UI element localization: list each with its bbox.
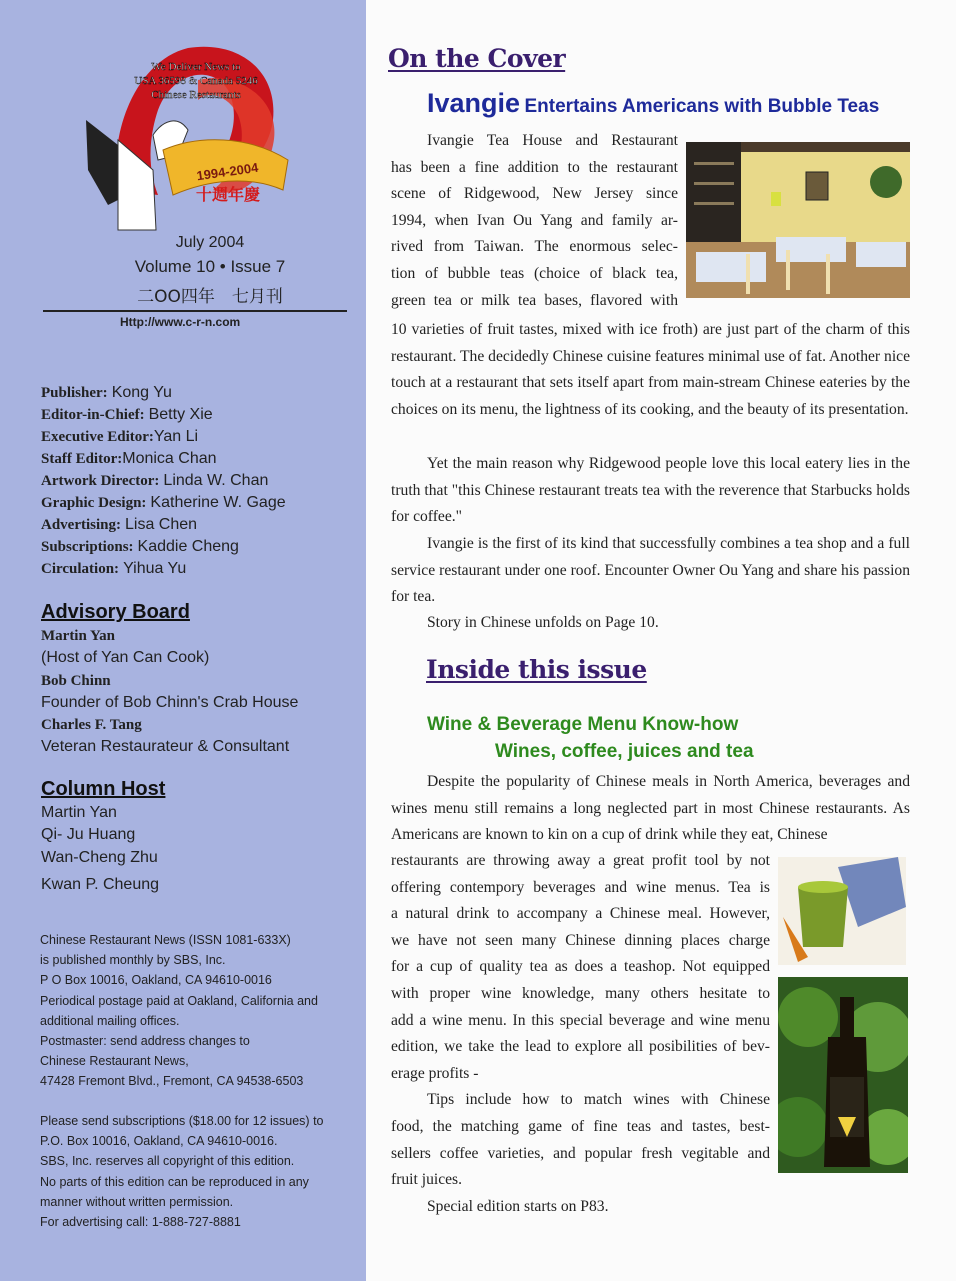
text-line: Ivangie Tea House and Restaurant	[427, 132, 678, 149]
info-line: additional mailing offices.	[40, 1013, 180, 1028]
text-line: for a cup of quality tea as does a teashop. Not equipped	[391, 958, 770, 976]
text-line: restaurants are throwing away a great profit tool by not	[391, 852, 770, 869]
staff-role: Editor-in-Chief:	[41, 407, 145, 423]
advisor-name: Bob Chinn	[41, 672, 111, 689]
staff-role: Graphic Design:	[41, 495, 147, 511]
inside-subheading-2: Wines, coffee, juices and tea	[495, 741, 754, 762]
advisor-name: Charles F. Tang	[41, 717, 142, 734]
info-line: P.O. Box 10016, Oakland, CA 94610-0016.	[40, 1134, 278, 1149]
text-line: Tips include how to match wines with Chinese	[427, 1091, 770, 1109]
advisor-name: Martin Yan	[41, 628, 116, 644]
masthead-sidebar	[0, 0, 366, 1281]
staff-row	[41, 448, 286, 470]
info-line: Periodical postage paid at Oakland, California and	[40, 993, 318, 1008]
text-line: a natural drink to accompany a Chinese meal. However,	[391, 905, 770, 923]
publication-info	[40, 930, 318, 1092]
text-line: offering contempory beverages and wine menus. Tea is	[391, 878, 770, 896]
text-line: sellers coffee varieties, and popular fresh vegitable and	[391, 1144, 770, 1162]
staff-role: Advertising:	[41, 517, 121, 533]
cover-paragraph-4: Story in Chinese unfolds on Page 10.	[427, 614, 659, 631]
staff-name: Monica Chan	[122, 450, 217, 467]
text-line: scene of Ridgewood, New Jersey since	[391, 185, 678, 203]
staff-row	[41, 404, 286, 426]
column-host-list	[41, 802, 159, 896]
info-line: No parts of this edition can be reproduced in any	[40, 1174, 309, 1189]
info-line: is published monthly by SBS, Inc.	[40, 953, 226, 968]
tea-cup-photo	[778, 857, 906, 965]
column-host-heading: Column Host	[41, 778, 166, 800]
host-name: Martin Yan	[41, 804, 117, 821]
staff-role: Publisher:	[41, 385, 108, 401]
advisory-board-list	[41, 625, 298, 759]
advisory-board-heading: Advisory Board	[41, 601, 190, 623]
staff-row	[41, 558, 286, 580]
host-name: Kwan P. Cheung	[41, 875, 160, 893]
staff-name: Betty Xie	[148, 406, 213, 423]
inside-paragraph-1-wide: Despite the popularity of Chinese meals in North America, beverages and wines menu still remains a long neglected part in most Chinese restaurants. As Americans are known to kin on a cup of drink while they eat, Chinese	[391, 773, 910, 844]
staff-role: Artwork Director:	[41, 473, 160, 489]
text-line: green tea or milk tea bases, flavored with	[391, 291, 678, 309]
staff-name: Lisa Chen	[125, 516, 198, 533]
cover-paragraph-1-wide: 10 varieties of fruit tastes, mixed with ice froth) are just part of the charm of this restaurant. The decidedly Chinese cuisine features minimal use of fat. Another nice touch at a restaurant that sets itself apart from main-stream Chinese eateries by the choices on its menu, the lightness of its cooking, and the beauty of its presentation.	[391, 321, 910, 418]
text-line: 1994, when Ivan Ou Yang and family ar-	[391, 211, 678, 229]
advisor-desc: Veteran Restaurateur & Consultant	[41, 738, 290, 756]
staff-row	[41, 470, 286, 492]
info-line: Please send subscriptions ($18.00 for 12 issues) to	[40, 1114, 324, 1128]
host-name: Wan-Cheng Zhu	[41, 848, 158, 866]
staff-row	[41, 536, 286, 558]
logo-delivery-line-1: We Deliver News to	[151, 61, 241, 73]
info-line: SBS, Inc. reserves all copyright of this edition.	[40, 1154, 295, 1169]
host-name: Qi- Ju Huang	[41, 826, 136, 844]
text-line: Special edition starts on P83.	[427, 1197, 609, 1215]
issue-volume: Volume 10 • Issue 7	[134, 257, 286, 276]
text-line: erage profits -	[391, 1064, 479, 1082]
advisor-desc: (Host of Yan Can Cook)	[41, 649, 210, 667]
info-line: For advertising call: 1-888-727-8881	[40, 1215, 241, 1230]
staff-role: Staff Editor:	[41, 451, 123, 467]
staff-name: Yihua Yu	[123, 560, 187, 577]
staff-name: Linda W. Chan	[163, 472, 269, 489]
info-line: Chinese Restaurant News,	[40, 1054, 189, 1069]
cover-paragraph-1-narrow	[391, 128, 678, 314]
staff-role: Subscriptions:	[41, 539, 134, 555]
staff-name: Yan Li	[153, 428, 199, 445]
inside-paragraph-1-narrow	[391, 848, 770, 1220]
text-line: we have not seen many Chinese dinning places charge	[391, 931, 770, 949]
staff-role: Circulation:	[41, 561, 120, 577]
logo-delivery-line-3: Chinese Restaurants	[151, 89, 241, 101]
cover-story-title	[427, 88, 879, 119]
title-rest: Entertains Americans with Bubble Teas	[524, 96, 880, 117]
restaurant-interior-photo	[686, 142, 910, 298]
info-line: Chinese Restaurant News (ISSN 1081-633X)	[40, 933, 291, 947]
staff-role: Executive Editor:	[41, 429, 154, 445]
issue-date: July 2004	[175, 234, 245, 251]
staff-row	[41, 514, 286, 536]
text-line: fruit juices.	[391, 1171, 463, 1189]
staff-row	[41, 426, 286, 448]
staff-row	[41, 382, 286, 404]
info-line: Postmaster: send address changes to	[40, 1034, 250, 1049]
subscription-info	[40, 1111, 324, 1232]
info-line: manner without written permission.	[40, 1194, 234, 1209]
text-line: food, the matching game of fine teas and tastes, best-	[391, 1117, 770, 1135]
staff-name: Kong Yu	[111, 384, 172, 401]
inside-subheading-1: Wine & Beverage Menu Know-how	[427, 714, 739, 735]
divider	[43, 310, 347, 312]
logo-anniversary: 十週年慶	[195, 185, 261, 204]
wine-bottle-photo	[778, 977, 908, 1173]
anniversary-logo	[78, 40, 298, 240]
staff-name: Kaddie Cheng	[137, 538, 239, 555]
staff-name: Katherine W. Gage	[150, 494, 286, 511]
info-line: P O Box 10016, Oakland, CA 94610-0016	[40, 973, 272, 988]
logo-years: 1994-2004	[195, 159, 260, 184]
text-line: has been a fine addition to the restaurant	[391, 158, 678, 176]
inside-this-issue-heading: Inside this issue	[426, 655, 647, 684]
text-line: with proper wine knowledge, many others hesitate to	[391, 984, 770, 1002]
text-line: rived from Taiwan. The enormous selec-	[391, 238, 678, 256]
text-line: edition, we take the lead to explore all posibilities of bev-	[391, 1038, 770, 1056]
text-line: add a wine menu. In this special beverage and wine menu	[391, 1011, 770, 1029]
info-line: 47428 Fremont Blvd., Fremont, CA 94538-6503	[40, 1074, 304, 1089]
on-the-cover-heading: On the Cover	[388, 44, 566, 73]
staff-list	[41, 382, 286, 580]
cover-paragraph-3: Ivangie is the first of its kind that successfully combines a tea shop and a full service restaurant under one roof. Encounter Owner Ou Yang and share his passion for tea.	[391, 535, 910, 606]
title-brand: Ivangie	[427, 88, 521, 118]
issue-date-chinese: 二OO四年 七月刊	[137, 287, 283, 307]
logo-delivery-line-2: USA 36598 & Canada 5246	[134, 75, 258, 87]
website-link[interactable]: Http://www.c-r-n.com	[120, 315, 241, 329]
text-line: tion of bubble teas (choice of black tea,	[391, 264, 678, 282]
cover-paragraph-2: Yet the main reason why Ridgewood people love this local eatery lies in the truth that "this Chinese restaurant treats tea with the reverence that Starbucks holds for coffee."	[391, 455, 910, 526]
staff-row	[41, 492, 286, 514]
advisor-desc: Founder of Bob Chinn's Crab House	[41, 693, 299, 711]
